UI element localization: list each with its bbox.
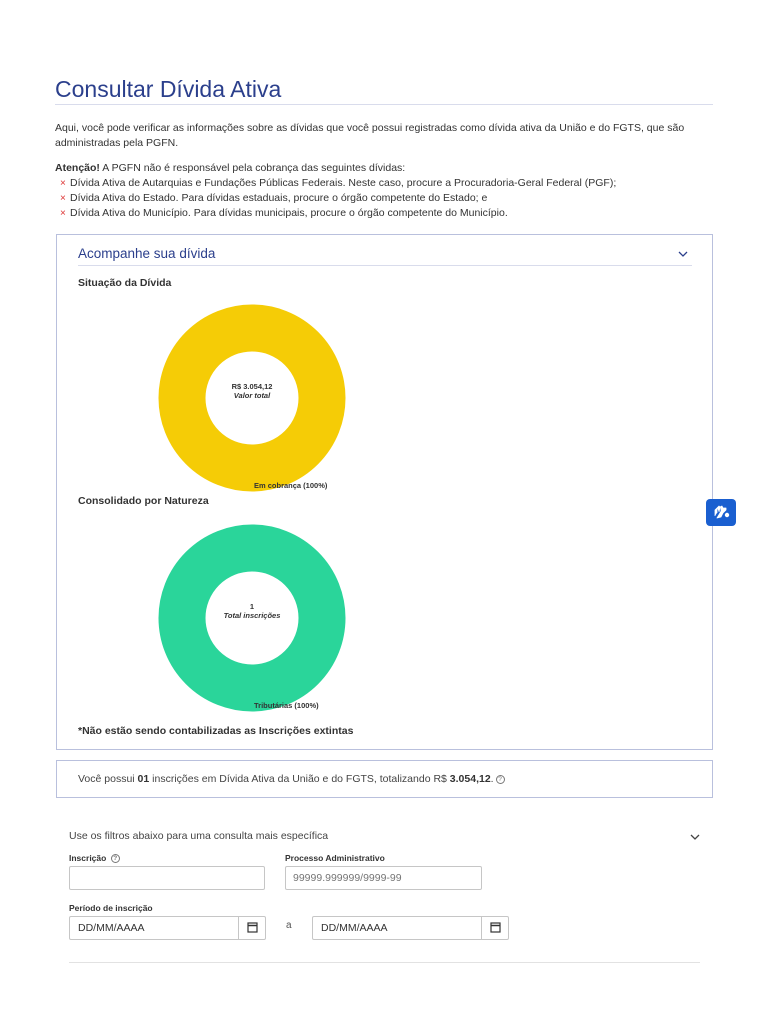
inscricao-label: Inscrição ?: [69, 853, 120, 863]
date-from-field[interactable]: [69, 916, 266, 940]
intro-text: Aqui, você pode verificar as informações sobre as dívidas que você possui registradas como dívida ativa da União e do FGTS, que são administradas pela PGFN.: [55, 122, 685, 149]
date-range-separator: a: [286, 920, 292, 931]
title-divider: [55, 104, 713, 105]
attention-list: [55, 176, 715, 221]
close-icon: ×: [60, 193, 66, 204]
periodo-label: Período de inscrição: [69, 903, 153, 913]
date-to-field[interactable]: [312, 916, 509, 940]
list-item: × Dívida Ativa de Autarquias e Fundações Públicas Federais. Neste caso, procure a Procuradoria-Geral Federal (PGF);: [60, 177, 617, 189]
summary-panel: [56, 760, 713, 798]
nature-donut-chart: [158, 524, 346, 712]
list-item: × Dívida Ativa do Município. Para dívidas municipais, procure o órgão competente do Município.: [60, 207, 508, 219]
calendar-icon: [239, 917, 266, 939]
calendar-button[interactable]: [238, 917, 265, 939]
chevron-down-icon[interactable]: [676, 247, 690, 261]
total-amount: 3.054,12: [449, 773, 491, 785]
donut-center-label: Valor total: [233, 391, 271, 400]
panel-divider: [78, 265, 692, 266]
tracking-panel: [56, 234, 713, 750]
calendar-button[interactable]: [481, 917, 508, 939]
inscription-count: 01: [137, 773, 150, 785]
help-icon[interactable]: ?: [496, 775, 505, 784]
summary-text: Você possui 01 inscrições em Dívida Ativa da União e do FGTS, totalizando R$ 3.054,12. ?: [78, 773, 505, 785]
nature-legend-label: Tributárias (100%): [254, 701, 319, 710]
chevron-down-icon[interactable]: [689, 831, 701, 843]
processo-label: Processo Administrativo: [285, 853, 385, 863]
donut-center-value: 1: [249, 602, 255, 611]
date-to-placeholder: DD/MM/AAAA: [321, 922, 388, 934]
vlibras-accessibility-button[interactable]: [706, 499, 736, 526]
extinct-note: *Não estão sendo contabilizadas as Inscrições extintas: [78, 725, 354, 737]
processo-input[interactable]: [285, 866, 482, 890]
situation-donut-chart: [158, 304, 346, 492]
donut-center-value: R$ 3.054,12: [231, 382, 273, 391]
nature-label: Consolidado por Natureza: [78, 495, 209, 507]
close-icon: ×: [60, 208, 66, 219]
calendar-icon: [482, 917, 509, 939]
list-item: × Dívida Ativa do Estado. Para dívidas estaduais, procure o órgão competente do Estado; e: [60, 192, 488, 204]
donut-center-label: Total inscrições: [223, 611, 281, 620]
help-icon[interactable]: ?: [111, 854, 120, 863]
tracking-panel-title[interactable]: Acompanhe sua dívida: [78, 246, 216, 261]
attention-notice: [55, 161, 715, 221]
date-from-placeholder: DD/MM/AAAA: [78, 922, 145, 934]
situation-legend-label: Em cobrança (100%): [254, 481, 328, 490]
close-icon: ×: [60, 178, 66, 189]
attention-text: A PGFN não é responsável pela cobrança das seguintes dívidas:: [99, 162, 406, 174]
sign-language-icon: [706, 499, 736, 526]
attention-label: Atenção!: [55, 162, 100, 174]
inscricao-input[interactable]: [69, 866, 265, 890]
page-title: Consultar Dívida Ativa: [55, 76, 282, 102]
filters-title[interactable]: Use os filtros abaixo para uma consulta mais específica: [69, 830, 329, 842]
filters-divider: [69, 962, 700, 963]
situation-label: Situação da Dívida: [78, 277, 172, 289]
